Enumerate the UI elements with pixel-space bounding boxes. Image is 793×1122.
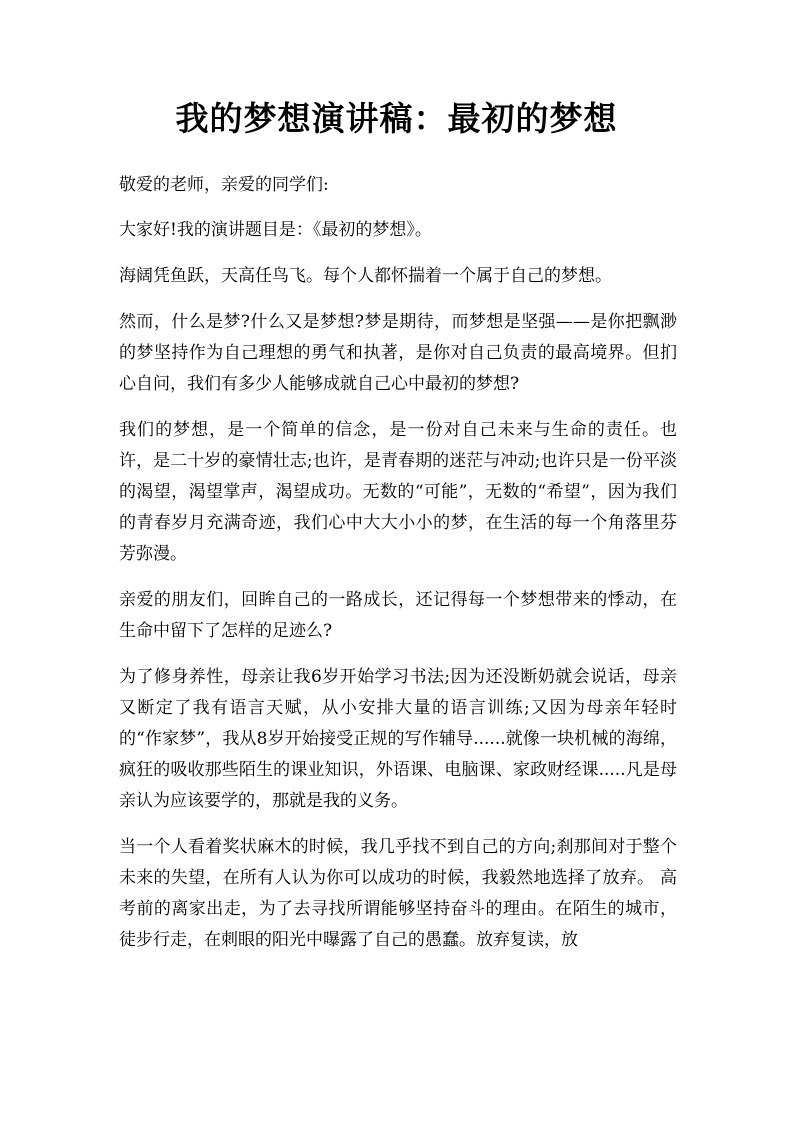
paragraph-giving-up: 当一个人看着奖状麻木的时候，我几乎找不到自己的方向;刹那间对于整个未来的失望，在所有人认为你可以成功的时候，我毅然地选择了放弃。 高考前的离家出走，为了去寻找所谓能够坚持奋斗的理由。在陌生的城市，徒步行走，在刺眼的阳光中曝露了自己的愚蠢。放弃复读，放 [119, 837, 677, 950]
paragraph-greeting: 大家好!我的演讲题目是：《最初的梦想》。 [119, 220, 432, 240]
document-title: 我的梦想演讲稿：最初的梦想 [175, 99, 618, 138]
paragraph-what-is-dream: 然而，什么是梦?什么又是梦想?梦是期待，而梦想是坚强——是你把飘渺的梦坚持作为自己理想的勇气和执著，是你对自己负责的最高境界。但扪心自问，我们有多少人能够成就自己心中最初的梦想? [119, 312, 677, 394]
paragraph-our-dream: 我们的梦想，是一个简单的信念，是一份对自己未来与生命的责任。也许，是二十岁的豪情壮志;也许，是青春期的迷茫与冲动;也许只是一份平淡的渴望，渴望掌声，渴望成功。无数的“可能”，无数的“希望”，因为我们的青春岁月充满奇迹，我们心中大大小小的梦，在生活的每一个角落里芬芳弥漫。 [119, 420, 677, 564]
paragraph-intro: 海阔凭鱼跃，天高任鸟飞。每个人都怀揣着一个属于自己的梦想。 [119, 266, 612, 286]
paragraph-salutation: 敬爱的老师，亲爱的同学们: [119, 175, 329, 195]
paragraph-childhood: 为了修身养性，母亲让我6岁开始学习书法;因为还没断奶就会说话，母亲又断定了我有语言天赋，从小安排大量的语言训练;又因为母亲年轻时的“作家梦”，我从8岁开始接受正规的写作辅导......就像一块机械的海绵，疯狂的吸收那些陌生的课业知识，外语课、电脑课、家政财经课.....凡是母亲认为应该要学的，那就是我的义务。 [119, 667, 677, 811]
document-body [119, 170, 677, 971]
paragraph-look-back: 亲爱的朋友们，回眸自己的一路成长，还记得每一个梦想带来的悸动，在生命中留下了怎样的足迹么? [119, 590, 677, 641]
